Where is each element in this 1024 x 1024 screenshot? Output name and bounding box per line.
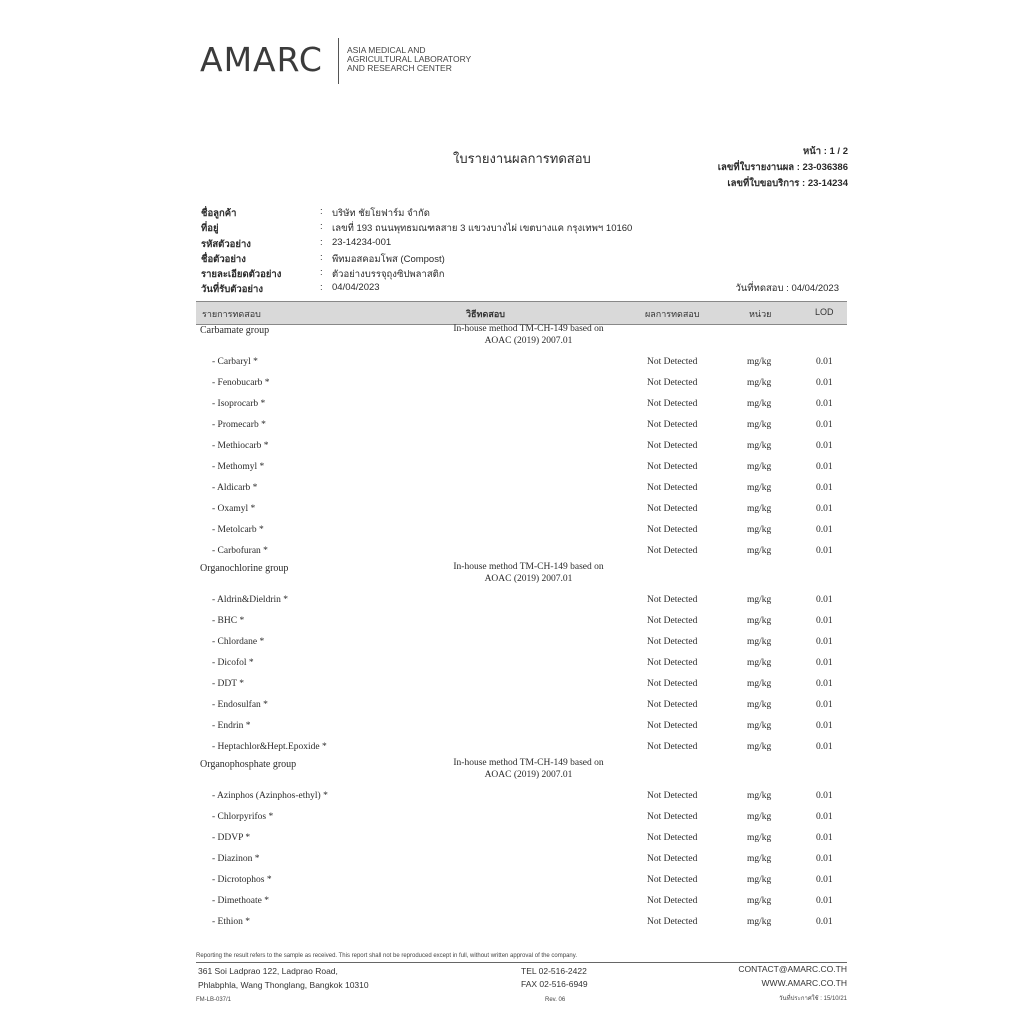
analyte-lod: 0.01 <box>816 700 833 710</box>
footer-address-line: Phlabphla, Wang Thonglang, Bangkok 10310 <box>198 980 369 990</box>
analyte-unit: mg/kg <box>747 812 772 822</box>
analyte-result: Not Detected <box>647 595 698 605</box>
analyte-lod: 0.01 <box>816 525 833 535</box>
column-header-result: ผลการทดสอบ <box>645 309 700 319</box>
method-text <box>446 323 611 347</box>
analyte-lod: 0.01 <box>816 462 833 472</box>
analyte-name: - DDT * <box>212 679 245 689</box>
logo-subtitle <box>347 46 471 73</box>
info-colon: : <box>320 237 323 248</box>
analyte-result: Not Detected <box>647 812 698 822</box>
analyte-unit: mg/kg <box>747 595 772 605</box>
group-name: Carbamate group <box>200 325 270 336</box>
analyte-name: - Oxamyl * <box>212 504 256 514</box>
revision-number: Rev. 06 <box>545 997 566 1003</box>
analyte-name: - Dicofol * <box>212 658 254 668</box>
group-name: Organochlorine group <box>200 563 289 574</box>
analyte-lod: 0.01 <box>816 658 833 668</box>
analyte-name: - Carbofuran * <box>212 546 268 556</box>
analyte-unit: mg/kg <box>747 504 772 514</box>
info-label: ชื่อลูกค้า <box>201 208 237 219</box>
analyte-result: Not Detected <box>647 896 698 906</box>
info-colon: : <box>320 252 323 263</box>
column-header-test: รายการทดสอบ <box>202 309 261 319</box>
analyte-name: - Chlorpyrifos * <box>212 812 274 822</box>
analyte-unit: mg/kg <box>747 399 772 409</box>
footer-divider <box>196 962 847 963</box>
analyte-unit: mg/kg <box>747 441 772 451</box>
info-value: 23-14234-001 <box>332 237 392 248</box>
analyte-name: - Endosulfan * <box>212 700 268 710</box>
service-request-number: เลขที่ใบขอบริการ : 23-14234 <box>727 178 848 189</box>
logo-divider <box>338 38 339 84</box>
analyte-lod: 0.01 <box>816 504 833 514</box>
analyte-lod: 0.01 <box>816 399 833 409</box>
form-number: FM-LB-037/1 <box>196 997 232 1003</box>
analyte-unit: mg/kg <box>747 896 772 906</box>
info-colon: : <box>320 267 323 278</box>
info-value: บริษัท ชัยโยฟาร์ม จำกัด <box>332 208 430 219</box>
analyte-lod: 0.01 <box>816 742 833 752</box>
results-table-header <box>196 301 847 325</box>
analyte-lod: 0.01 <box>816 441 833 451</box>
analyte-unit: mg/kg <box>747 546 772 556</box>
analyte-unit: mg/kg <box>747 420 772 430</box>
method-line: AOAC (2019) 2007.01 <box>484 770 573 780</box>
analyte-name: - Aldicarb * <box>212 483 258 493</box>
analyte-name: - Dimethoate * <box>212 896 269 906</box>
footer-disclaimer: Reporting the result refers to the sample as received. This report shall not be reproduced except in full, without written approval of the company. <box>196 953 577 959</box>
logo-subtitle-line: ASIA MEDICAL AND <box>347 45 426 55</box>
analyte-name: - Ethion * <box>212 917 250 927</box>
analyte-lod: 0.01 <box>816 721 833 731</box>
analyte-unit: mg/kg <box>747 700 772 710</box>
logo-subtitle-line: AND RESEARCH CENTER <box>347 63 452 73</box>
analyte-lod: 0.01 <box>816 833 833 843</box>
analyte-lod: 0.01 <box>816 357 833 367</box>
analyte-name: - Aldrin&Dieldrin * <box>212 595 288 605</box>
analyte-unit: mg/kg <box>747 679 772 689</box>
info-value: 04/04/2023 <box>332 282 380 293</box>
method-line: In-house method TM-CH-149 based on <box>453 562 604 572</box>
analyte-lod: 0.01 <box>816 812 833 822</box>
analyte-result: Not Detected <box>647 854 698 864</box>
analyte-name: - Promecarb * <box>212 420 266 430</box>
analyte-result: Not Detected <box>647 525 698 535</box>
analyte-lod: 0.01 <box>816 791 833 801</box>
method-line: AOAC (2019) 2007.01 <box>484 336 573 346</box>
analyte-name: - BHC * <box>212 616 245 626</box>
analyte-result: Not Detected <box>647 875 698 885</box>
analyte-result: Not Detected <box>647 791 698 801</box>
analyte-unit: mg/kg <box>747 462 772 472</box>
column-header-unit: หน่วย <box>749 309 772 319</box>
analyte-result: Not Detected <box>647 504 698 514</box>
method-line: In-house method TM-CH-149 based on <box>453 758 604 768</box>
analyte-lod: 0.01 <box>816 854 833 864</box>
analyte-lod: 0.01 <box>816 378 833 388</box>
info-colon: : <box>320 282 323 293</box>
method-text <box>446 757 611 781</box>
analyte-unit: mg/kg <box>747 483 772 493</box>
analyte-result: Not Detected <box>647 441 698 451</box>
analyte-name: - Fenobucarb * <box>212 378 270 388</box>
analyte-unit: mg/kg <box>747 357 772 367</box>
analyte-unit: mg/kg <box>747 525 772 535</box>
column-header-method: วิธีทดสอบ <box>466 309 505 319</box>
analyte-name: - Heptachlor&Hept.Epoxide * <box>212 742 327 752</box>
analyte-result: Not Detected <box>647 378 698 388</box>
analyte-lod: 0.01 <box>816 420 833 430</box>
analyte-result: Not Detected <box>647 420 698 430</box>
report-number: เลขที่ใบรายงานผล : 23-036386 <box>717 162 848 173</box>
analyte-unit: mg/kg <box>747 833 772 843</box>
analyte-lod: 0.01 <box>816 546 833 556</box>
analyte-result: Not Detected <box>647 679 698 689</box>
analyte-result: Not Detected <box>647 742 698 752</box>
analyte-unit: mg/kg <box>747 658 772 668</box>
analyte-result: Not Detected <box>647 462 698 472</box>
analyte-name: - Isoprocarb * <box>212 399 266 409</box>
analyte-name: - Azinphos (Azinphos-ethyl) * <box>212 791 328 801</box>
footer-fax: FAX 02-516-6949 <box>521 979 588 989</box>
info-colon: : <box>320 221 323 232</box>
column-header-lod: LOD <box>815 307 834 317</box>
analyte-lod: 0.01 <box>816 595 833 605</box>
analyte-name: - Endrin * <box>212 721 251 731</box>
analyte-result: Not Detected <box>647 399 698 409</box>
analyte-result: Not Detected <box>647 917 698 927</box>
test-date: วันที่ทดสอบ : 04/04/2023 <box>735 283 839 294</box>
analyte-result: Not Detected <box>647 700 698 710</box>
analyte-lod: 0.01 <box>816 917 833 927</box>
info-label: วันที่รับตัวอย่าง <box>201 284 263 295</box>
method-line: AOAC (2019) 2007.01 <box>484 574 573 584</box>
logo-subtitle-line: AGRICULTURAL LABORATORY <box>347 54 472 64</box>
info-label: ที่อยู่ <box>201 223 219 234</box>
analyte-unit: mg/kg <box>747 378 772 388</box>
info-colon: : <box>320 206 323 217</box>
amarc-logo: AMARC <box>200 40 323 79</box>
analyte-result: Not Detected <box>647 721 698 731</box>
analyte-unit: mg/kg <box>747 791 772 801</box>
effective-date: วันที่ประกาศใช้ : 15/10/21 <box>779 996 847 1002</box>
analyte-result: Not Detected <box>647 616 698 626</box>
analyte-name: - Methomyl * <box>212 462 265 472</box>
analyte-name: - Carbaryl * <box>212 357 258 367</box>
footer-website: WWW.AMARC.CO.TH <box>761 978 847 988</box>
analyte-lod: 0.01 <box>816 896 833 906</box>
analyte-unit: mg/kg <box>747 637 772 647</box>
analyte-result: Not Detected <box>647 357 698 367</box>
report-title: ใบรายงานผลการทดสอบ <box>453 152 591 167</box>
info-value: ตัวอย่างบรรจุถุงซิปพลาสติก <box>332 269 445 280</box>
analyte-name: - Diazinon * <box>212 854 260 864</box>
analyte-unit: mg/kg <box>747 875 772 885</box>
footer-email: CONTACT@AMARC.CO.TH <box>738 964 847 974</box>
analyte-unit: mg/kg <box>747 721 772 731</box>
info-label: ชื่อตัวอย่าง <box>201 254 246 265</box>
footer-address-line: 361 Soi Ladprao 122, Ladprao Road, <box>198 966 338 976</box>
analyte-unit: mg/kg <box>747 742 772 752</box>
analyte-name: - Dicrotophos * <box>212 875 272 885</box>
analyte-unit: mg/kg <box>747 616 772 626</box>
method-text <box>446 561 611 585</box>
info-label: รายละเอียดตัวอย่าง <box>201 269 282 280</box>
analyte-lod: 0.01 <box>816 616 833 626</box>
method-line: In-house method TM-CH-149 based on <box>453 324 604 334</box>
analyte-lod: 0.01 <box>816 875 833 885</box>
group-name: Organophosphate group <box>200 759 297 770</box>
analyte-lod: 0.01 <box>816 637 833 647</box>
analyte-unit: mg/kg <box>747 854 772 864</box>
footer-telephone: TEL 02-516-2422 <box>521 966 587 976</box>
analyte-name: - Chlordane * <box>212 637 265 647</box>
analyte-result: Not Detected <box>647 637 698 647</box>
analyte-result: Not Detected <box>647 483 698 493</box>
analyte-name: - Metolcarb * <box>212 525 264 535</box>
info-value: พีทมอสคอมโพส (Compost) <box>332 254 445 265</box>
analyte-unit: mg/kg <box>747 917 772 927</box>
info-value: เลขที่ 193 ถนนพุทธมณฑลสาย 3 แขวงบางไผ่ เขตบางแค กรุงเทพฯ 10160 <box>332 223 633 234</box>
analyte-lod: 0.01 <box>816 483 833 493</box>
page-number: หน้า : 1 / 2 <box>802 146 848 157</box>
analyte-result: Not Detected <box>647 658 698 668</box>
analyte-result: Not Detected <box>647 546 698 556</box>
analyte-result: Not Detected <box>647 833 698 843</box>
analyte-lod: 0.01 <box>816 679 833 689</box>
info-label: รหัสตัวอย่าง <box>201 239 251 250</box>
analyte-name: - Methiocarb * <box>212 441 269 451</box>
analyte-name: - DDVP * <box>212 833 251 843</box>
